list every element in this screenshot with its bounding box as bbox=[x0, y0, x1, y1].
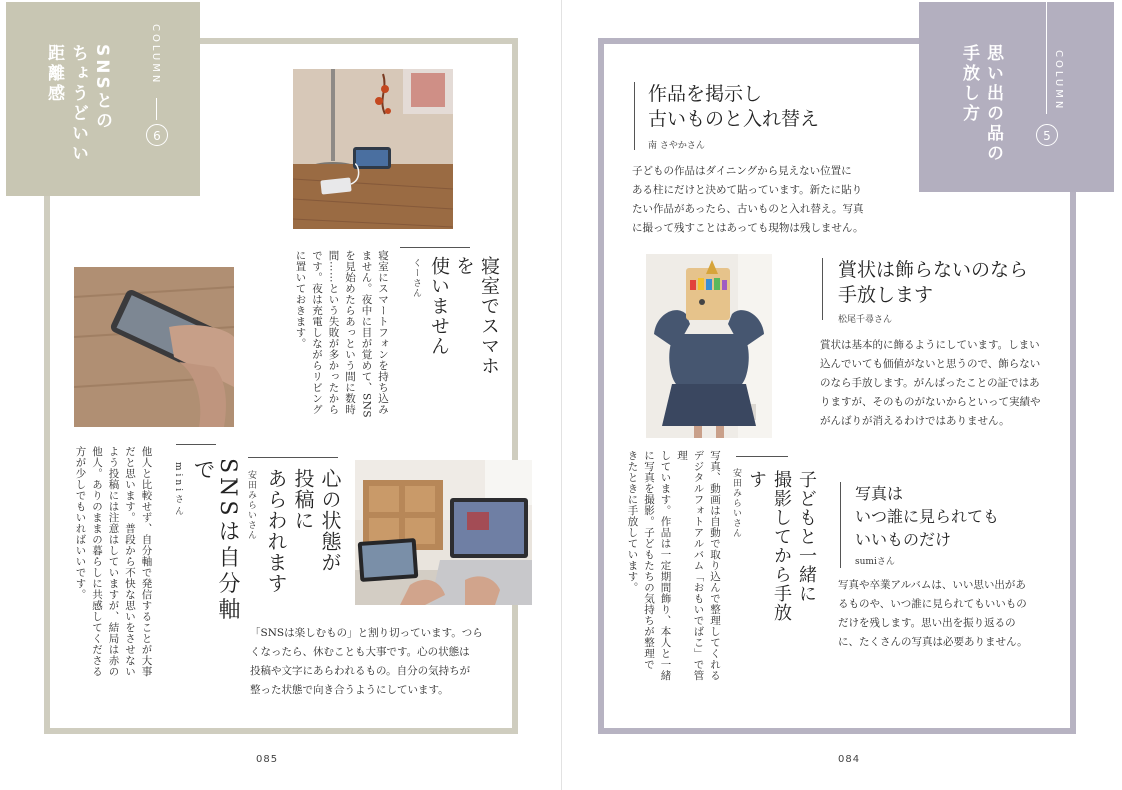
article-title-photo-with-child: 子どもと一緒に 撮影してから手放す bbox=[746, 470, 817, 622]
article-author: くーさん bbox=[411, 258, 421, 298]
article-title-own-axis: SNSは自分軸で bbox=[190, 458, 240, 624]
column-number-badge: 6 bbox=[146, 124, 168, 146]
article-author: 安田みらいさん bbox=[246, 470, 256, 540]
article-body: 「SNSは楽しむもの」と割り切っています。つら くなったら、休むことも大事です。心の状態は 投稿や文字にあらわれるもの。自分の気持ちが 整った状態で向き合うようにしています。 bbox=[250, 627, 483, 696]
article-title-photos: 写真は いつ誰に見られても いいものだけ bbox=[855, 484, 1000, 549]
child-holding-artwork-photo bbox=[646, 254, 772, 438]
article-author: miniさん bbox=[173, 462, 183, 519]
article-divider bbox=[840, 482, 841, 568]
article-body: 寝室にスマートフォンを持ち込み ません。夜中に目が覚めて、SNS を見始めたらあっという間に数時 間……という失敗が多かったから です。夜は充電しながらリビング に置いておきます。 bbox=[294, 250, 389, 419]
article-divider bbox=[400, 247, 470, 248]
article-divider bbox=[634, 82, 635, 150]
column-divider bbox=[156, 98, 157, 120]
right-column-header bbox=[919, 2, 1114, 192]
article-body: 写真、動画は自動で取り込んで整理してくれる デジタルフォトアルバム「おもいでばこ」で管理 しています。作品は一定期間飾り、本人と一緒 に写真を撮影。子どもたちの気持ちが整理で きたときに手放しています。 bbox=[626, 450, 721, 681]
hand-holding-smartphone-photo bbox=[74, 267, 234, 427]
article-title-artwork: 作品を掲示し 古いものと入れ替え bbox=[648, 83, 820, 130]
article-body: 写真や卒業アルバムは、いい思い出があ るものや、いつ誰に見られてもいいもの だけを残します。思い出を振り返るの に、たくさんの写真は必要ありません。 bbox=[838, 579, 1028, 648]
article-author: 松尾千尋さん bbox=[838, 315, 893, 325]
column-divider bbox=[1046, 2, 1047, 114]
page-number: 084 bbox=[838, 754, 861, 765]
column-title: SNSとの ちょうどいい 距離感 bbox=[44, 44, 112, 164]
article-author: sumiさん bbox=[855, 557, 895, 567]
article-body: 子どもの作品はダイニングから見えない位置に ある柱にだけと決めて貼っています。新たに貼り たい作品があったら、古いものと入れ替え。写真 に撮って残すことはあっても現物は残しません。 bbox=[632, 165, 864, 234]
article-body: 他人と比較せず、自分軸で発信することが大事 だと思います。普段から不快な思いをさせない よう投稿には注意はしていますが、結局は赤の 他人。ありのままの暮らしに共感してくださる 方が少しでもいればいいです。 bbox=[74, 446, 153, 677]
column-label: COLUMN bbox=[1053, 50, 1064, 112]
article-author: 南 さやかさん bbox=[648, 141, 705, 151]
article-body: 賞状は基本的に飾るようにしています。しまい 込んでいても価値がないと思うので、飾らない のなら手放します。がんばったことの証ではあ りますが、そのものがないからといって実績や がんばりが消えるわけではありません。 bbox=[820, 339, 1041, 427]
laptop-tablet-desk-photo bbox=[355, 460, 532, 605]
article-divider bbox=[822, 258, 823, 320]
article-divider bbox=[176, 444, 216, 445]
page-number: 085 bbox=[256, 754, 279, 765]
article-title-state-of-mind: 心の状態が 投稿に あらわれます bbox=[264, 468, 342, 594]
column-label: COLUMN bbox=[150, 24, 161, 86]
article-title-certificates: 賞状は飾らないのなら 手放します bbox=[838, 259, 1029, 306]
article-author: 安田みらいさん bbox=[731, 468, 741, 538]
article-divider bbox=[248, 457, 338, 458]
column-title: 思い出の品の 手放し方 bbox=[959, 44, 1003, 164]
column-number-badge: 5 bbox=[1036, 124, 1058, 146]
article-title-bedroom: 寝室でスマホを 使いません bbox=[428, 256, 500, 376]
page-spine bbox=[561, 0, 562, 790]
left-column-header bbox=[6, 2, 200, 196]
article-divider bbox=[736, 456, 788, 457]
bedside-phone-charging-photo bbox=[293, 69, 453, 229]
